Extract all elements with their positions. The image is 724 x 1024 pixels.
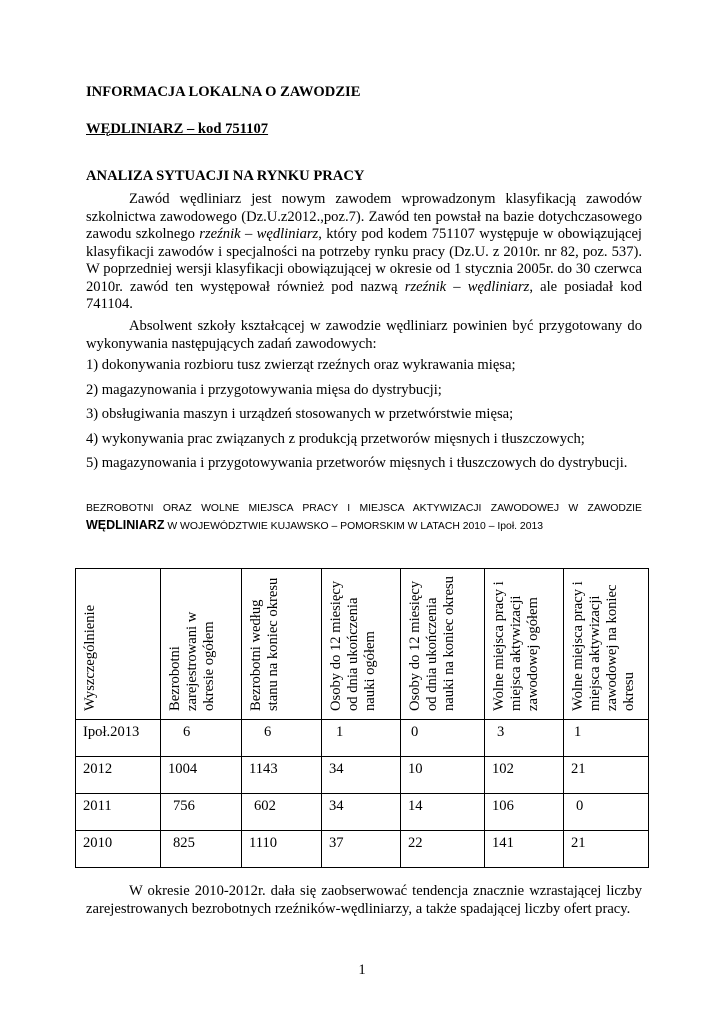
- task-item: 1) dokonywania rozbioru tusz zwierząt rzeźnych oraz wykrawania mięsa;: [86, 357, 516, 373]
- table-caption: [86, 501, 642, 535]
- table-cell: 2010: [76, 831, 161, 868]
- column-header: Wolne miejsca pracy i miejsca aktywizacji zawodowej na koniec okresu: [564, 569, 649, 720]
- table-cell: 1: [322, 720, 401, 757]
- table-row: [76, 831, 649, 868]
- table-cell: 14: [401, 794, 485, 831]
- caption-occupation: WĘDLINIARZ: [86, 518, 165, 532]
- intro-text-c: , ale posiadał kod 741104.: [86, 278, 642, 312]
- table-row: [76, 794, 649, 831]
- section-heading: ANALIZA SYTUACJI NA RYNKU PRACY: [86, 168, 365, 184]
- table-cell: Ipoł.2013: [76, 720, 161, 757]
- table-cell: 34: [322, 757, 401, 794]
- task-item: 2) magazynowania i przygotowywania mięsa do dystrybucji;: [86, 382, 442, 398]
- intro-text-b: , który pod kodem 751107 występuje w obowiązującej klasyfikacji zawodów i specjalności na potrzeby rynku pracy (Dz.U. z 2010r. nr 82, poz. 537). W poprzedniej wersji klasyfikacji obowiązującej w okresie od 1 stycznia 2005r. do 30 czerwca 2010r. zawód ten występował również pod nazwą: [86, 226, 642, 295]
- caption-text-a: BEZROBOTNI ORAZ WOLNE MIEJSCA PRACY I MIEJSCA AKTYWIZACJI ZAWODOWEJ W ZAWODZIE: [86, 503, 642, 514]
- column-header: Bezrobotni według stanu na koniec okresu: [242, 569, 322, 720]
- page-number: 1: [358, 962, 366, 978]
- caption-text-b: W WOJEWÓDZTWIE KUJAWSKO – POMORSKIM W LATACH 2010 – Ipoł. 2013: [164, 521, 544, 532]
- column-header: Bezrobotni zarejestrowani w okresie ogółem: [161, 569, 242, 720]
- conclusion-paragraph: W okresie 2010-2012r. dała się zaobserwować tendencja znacznie wzrastającej liczby zarejestrowanych bezrobotnych rzeźników-wędliniarzy, a także spadającej liczby ofert pracy.: [86, 883, 642, 917]
- table-cell: 21: [564, 831, 649, 868]
- table-cell: 1143: [242, 757, 322, 794]
- table-cell: 756: [161, 794, 242, 831]
- column-header: Osoby do 12 miesięcy od dnia ukończenia nauki na koniec okresu: [401, 569, 485, 720]
- table-cell: 825: [161, 831, 242, 868]
- table-cell: 2012: [76, 757, 161, 794]
- table-cell: 2011: [76, 794, 161, 831]
- document-title: INFORMACJA LOKALNA O ZAWODZIE: [86, 84, 361, 100]
- task-item: 5) magazynowania i przygotowywania przetworów mięsnych i tłuszczowych do dystrybucji.: [86, 455, 628, 471]
- table-cell: 0: [564, 794, 649, 831]
- graduate-paragraph: Absolwent szkoły kształcącej w zawodzie wędliniarz powinien być przygotowany do wykonywania następujących zadań zawodowych:: [86, 318, 642, 352]
- intro-text-a: Zawód wędliniarz jest nowym zawodem wprowadzonym klasyfikacją zawodów szkolnictwa zawodowego (Dz.U.z2012.,poz.7). Zawód ten powstał na bazie dotychczasowego zawodu szkolnego: [86, 191, 642, 242]
- table-cell: 141: [485, 831, 564, 868]
- task-item: 4) wykonywania prac związanych z produkcją przetworów mięsnych i tłuszczowych;: [86, 431, 585, 447]
- table-cell: 22: [401, 831, 485, 868]
- table-cell: 3: [485, 720, 564, 757]
- intro-italic-a: rzeźnik – wędliniarz: [199, 226, 319, 242]
- task-item: 3) obsługiwania maszyn i urządzeń stosowanych w przetwórstwie mięsa;: [86, 406, 514, 422]
- intro-paragraph: [86, 191, 642, 314]
- table-row: [76, 720, 649, 757]
- table-cell: 106: [485, 794, 564, 831]
- table-cell: 102: [485, 757, 564, 794]
- table-cell: 1: [564, 720, 649, 757]
- table-cell: 602: [242, 794, 322, 831]
- table-cell: 21: [564, 757, 649, 794]
- table-cell: 6: [161, 720, 242, 757]
- table-row: [76, 757, 649, 794]
- table-cell: 10: [401, 757, 485, 794]
- table-cell: 0: [401, 720, 485, 757]
- intro-italic-b: rzeźnik – wędliniarz: [404, 278, 530, 295]
- table-cell: 34: [322, 794, 401, 831]
- occupation-code-heading: WĘDLINIARZ – kod 751107: [86, 121, 269, 137]
- column-header: Osoby do 12 miesięcy od dnia ukończenia nauki ogółem: [322, 569, 401, 720]
- column-header: Wyszczególnienie: [76, 569, 161, 720]
- statistics-table: [75, 568, 649, 868]
- table-cell: 1110: [242, 831, 322, 868]
- table-cell: 37: [322, 831, 401, 868]
- column-header: Wolne miejsca pracy i miejsca aktywizacji zawodowej ogółem: [485, 569, 564, 720]
- table-header-row: [76, 569, 649, 720]
- table-cell: 1004: [161, 757, 242, 794]
- table-cell: 6: [242, 720, 322, 757]
